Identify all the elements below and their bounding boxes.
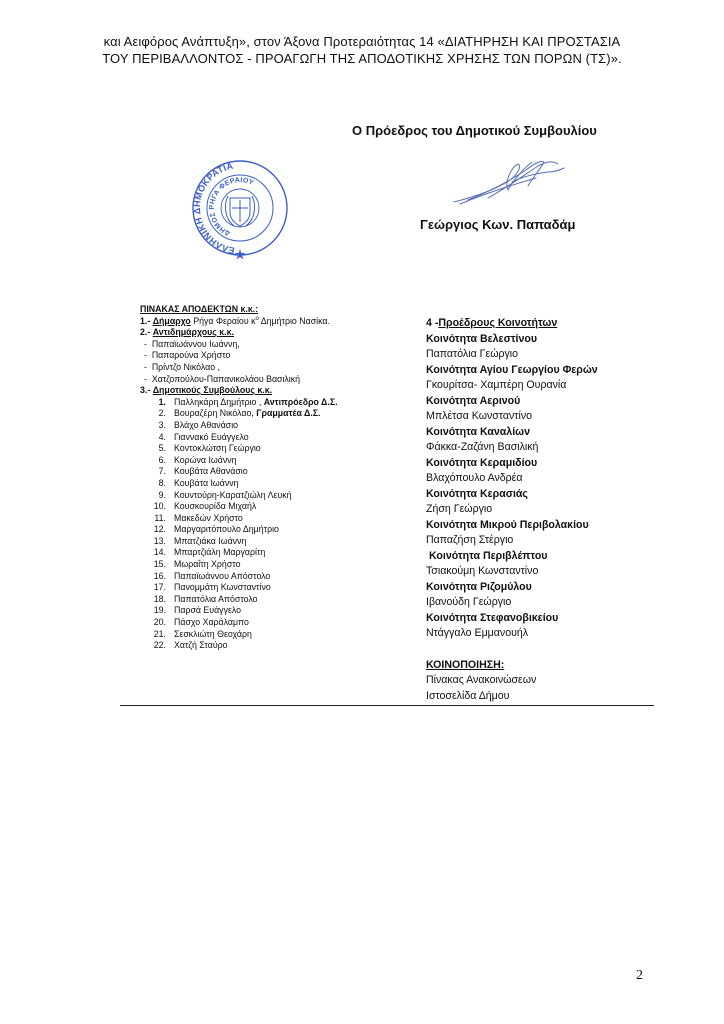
coat-of-arms-icon: [226, 196, 255, 226]
list-item: - Χατζοπούλου-Παπανικολάου Βασιλική: [144, 373, 301, 384]
councillor-row: 5. Κοντοκλώτση Γεώργιο: [158, 443, 261, 454]
municipal-seal: [190, 132, 290, 269]
councillor-row: 8. Κουβάτα Ιωάννη: [158, 477, 239, 488]
community-president: Τσιακούμη Κωνσταντίνο: [426, 565, 539, 577]
councillor-row: 13. Μπατζιάκα Ιωάννη: [153, 535, 247, 546]
councillor-row: 2. Βουραζέρη Νικόλαο, Γραμματέα Δ.Σ.: [158, 408, 321, 419]
community-name: Κοινότητα Ριζομύλου: [426, 580, 532, 593]
section-mayor-text: Ρήγα Φεραίου κ: [193, 315, 256, 326]
councillor-row: 17. Πανομμάτη Κωνσταντίνο: [153, 582, 271, 593]
community-president: Ιβανούδη Γεώργιο: [426, 596, 512, 608]
header-line-2: ΤΟΥ ΠΕΡΙΒΑΛΛΟΝΤΟΣ - ΠΡΟΑΓΩΓΗ ΤΗΣ ΑΠΟΔΟΤΙΚΗΣ ΧΡΗΣΗΣ ΤΩΝ ΠΟΡΩΝ (ΤΣ)».: [102, 51, 622, 66]
section-mayor-number: 1.-: [140, 315, 151, 326]
councillor-row: 21. Σεσκλιώτη Θεοχάρη: [153, 628, 252, 639]
community-president: Γκουρίτσα- Χαμπέρη Ουρανία: [426, 379, 567, 391]
section-community-presidents: [426, 316, 656, 332]
section-community-label: Προέδρους Κοινοτήτων: [438, 317, 558, 329]
list-item: - Παπαϊωάννου Ιωάννη,: [144, 338, 240, 349]
community-name: Κοινότητα Καναλίων: [426, 425, 530, 438]
section-deputy-mayors: [140, 327, 375, 339]
header-text: [10, 33, 714, 67]
section-deputy-label: Αντιδημάρχους κ.κ.: [152, 327, 234, 338]
seal-outer-legend: ΕΛΛΗΝΙΚΗ ΔΗΜΟΚΡΑΤΙΑ: [191, 160, 236, 256]
councillor-row: 6. Κορώνα Ιωάννη: [158, 454, 237, 465]
community-name: Κοινότητα Αερινού: [426, 394, 521, 407]
section-mayor-label: Δήμαρχο: [152, 315, 191, 326]
councillor-row: 16. Παπαϊωάννου Απόστολο: [153, 570, 271, 581]
councillor-row: 18. Παπατόλια Απόστολο: [153, 593, 258, 604]
councillor-row: 3. Βλάχο Αθανάσιο: [158, 419, 239, 430]
councillor-row: 4. Γιαννακό Ευάγγελο: [158, 431, 249, 442]
councillor-row: 11. Μακεδών Χρήστο: [154, 512, 243, 523]
section-councillors-number: 3.-: [140, 385, 151, 396]
councillor-row: 12. Μαργαριτόπουλο Δημήτριο: [153, 524, 279, 535]
councillor-row: 1. Παλληκάρη Δημήτριο , Αντιπρόεδρο Δ.Σ.: [158, 396, 338, 407]
community-name: Κοινότητα Κερασιάς: [426, 487, 528, 500]
president-name: Γεώργιος Κων. Παπαδάμ: [420, 217, 576, 232]
notification-item: Πίνακας Ανακοινώσεων: [426, 674, 537, 686]
recipients-list-left: [140, 304, 375, 652]
community-president: Μπλέτσα Κωνσταντίνο: [426, 410, 533, 422]
community-name: Κοινότητα Βελεστίνου: [426, 332, 538, 345]
horizontal-divider: [120, 705, 654, 706]
community-name: Κοινότητα Περιβλέπτου: [429, 549, 548, 562]
list-item: - Πρίντζο Νικόλαο ,: [144, 361, 220, 372]
section-deputy-number: 2.-: [140, 327, 151, 338]
page-number: 2: [636, 968, 643, 983]
councillor-row: 14. Μπαρτζιάλη Μαργαρίτη: [153, 547, 266, 558]
community-president: Ζήση Γεώργιο: [426, 503, 493, 515]
list-item: - Παπαρούνα Χρήστο: [144, 350, 231, 361]
councillor-row: 19. Παρσά Ευάγγελο: [153, 605, 242, 616]
recipients-title: ΠΙΝΑΚΑΣ ΑΠΟΔΕΚΤΩΝ κ.κ.:: [140, 304, 259, 314]
section-mayor-superscript: ο: [255, 315, 259, 322]
section-mayor-text-end: Δημήτριο Νασίκα.: [258, 315, 330, 326]
community-president: Ντάγγαλο Εμμανουήλ: [426, 627, 529, 639]
councillor-row: 9. Κουντούρη-Καρατζιώλη Λευκή: [158, 489, 292, 500]
section-councillors-label: Δημοτικούς Συμβούλους κ.κ.: [152, 385, 273, 396]
handwritten-signature: [448, 152, 568, 208]
section-community-number: 4 -: [426, 317, 439, 329]
councillor-row: 15. Μωραΐτη Χρήστο: [153, 559, 241, 570]
notification-title: ΚΟΙΝΟΠΟΙΗΣΗ:: [426, 658, 505, 671]
councillor-row: 7. Κουβάτα Αθανάσιο: [158, 466, 248, 477]
community-president: Παπατόλια Γεώργιο: [426, 348, 519, 360]
recipients-list-right: [426, 316, 656, 704]
community-president: Παπαζήση Στέργιο: [426, 534, 514, 546]
councillor-row: 22. Χατζή Σταύρο: [153, 640, 228, 651]
community-name: Κοινότητα Μικρού Περιβολακίου: [426, 518, 589, 531]
councillor-row: 10. Κουσκουρίδα Μιχαήλ: [153, 501, 257, 512]
section-mayor: [140, 316, 375, 328]
president-title: Ο Πρόεδρος του Δημοτικού Συμβουλίου: [352, 123, 597, 138]
community-name: Κοινότητα Αγίου Γεωργίου Φερών: [426, 363, 598, 376]
notification-item: Ιστοσελίδα Δήμου: [426, 689, 510, 702]
section-councillors: [140, 385, 375, 397]
header-line-1: και Αειφόρος Ανάπτυξη», στον Άξονα Προτεραιότητας 14 «ΔΙΑΤΗΡΗΣΗ ΚΑΙ ΠΡΟΣΤΑΣΙΑ: [103, 34, 621, 49]
community-president: Φάκκα-Ζαζάνη Βασιλική: [426, 441, 539, 453]
seal-inner-legend: ΔΗΜΟΣ ΡΗΓΑ ΦΕΡΑΙΟΥ: [208, 176, 255, 237]
councillor-row: 20. Πάσχο Χαράλαμπο: [153, 617, 249, 628]
community-name: Κοινότητα Στεφανοβικείου: [426, 611, 559, 624]
community-president: Βλαχόπουλο Ανδρέα: [426, 472, 523, 484]
community-name: Κοινότητα Κεραμιδίου: [426, 456, 538, 469]
